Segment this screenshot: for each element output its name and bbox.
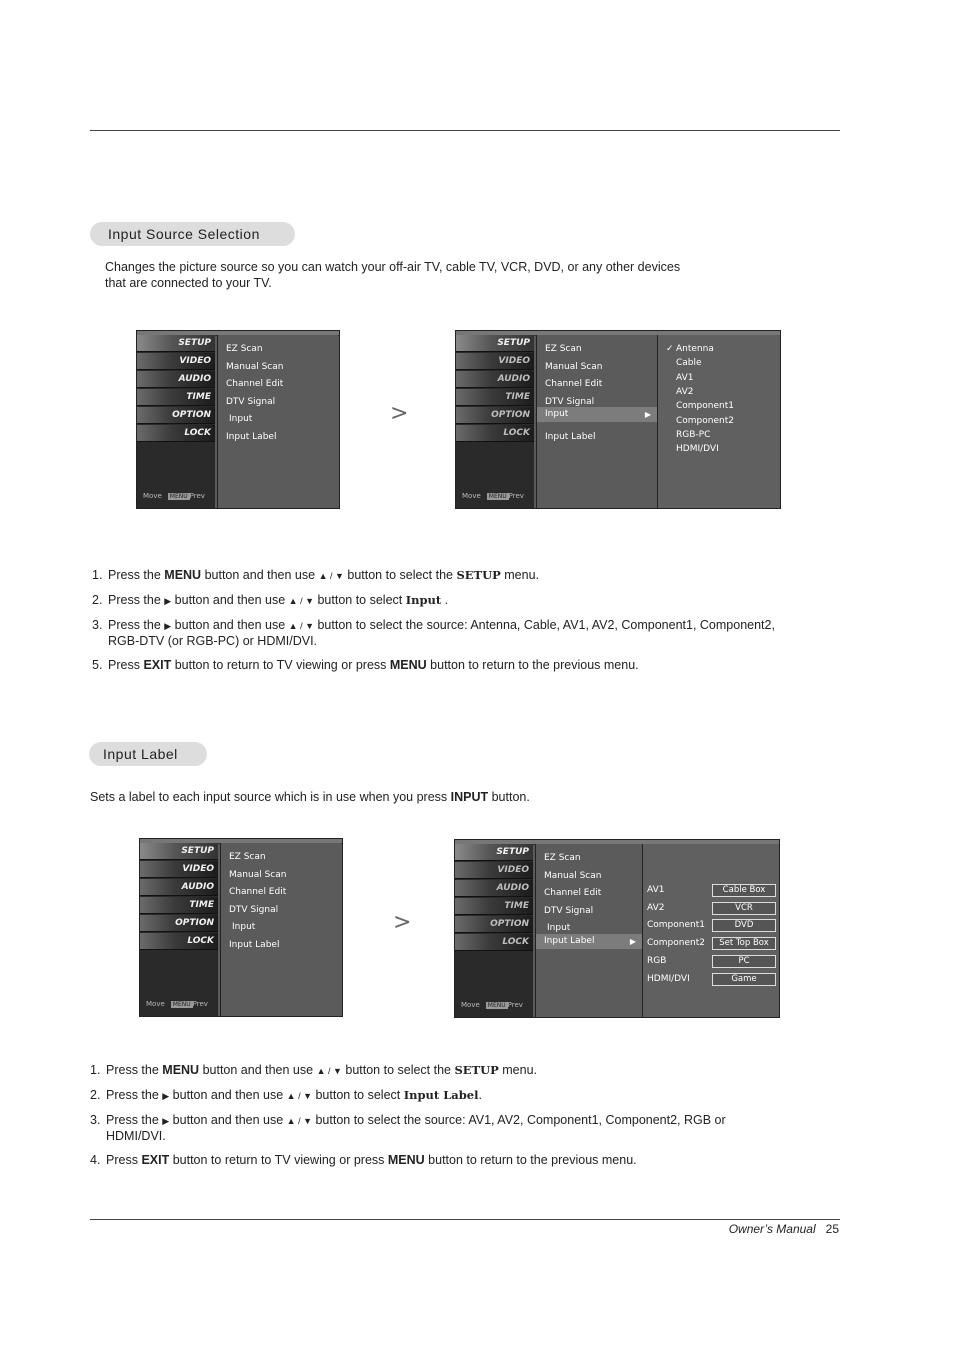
step-text-part: Press the (108, 568, 165, 582)
osd-submenu-panel (657, 335, 780, 508)
osd-label-source: Component2 (647, 938, 705, 949)
step-text-part: button to select the source: AV1, AV2, Component1, Component2, RGB or HDMI/DVI. (106, 1113, 726, 1143)
osd-menu-item-label: Input Label (545, 432, 596, 442)
osd-menu-item-label: Channel Edit (545, 379, 603, 390)
osd-footer-menu: MENU (488, 493, 507, 500)
osd-sidebar-item: SETUP (137, 335, 215, 352)
osd-menu-item-label: Input Label (226, 432, 277, 442)
step-text-part: button to return to TV viewing or press (171, 658, 390, 672)
osd-sidebar-item: OPTION (137, 407, 215, 424)
osd-sidebar-item: TIME (455, 898, 533, 915)
osd-footer-move: Move (461, 1001, 480, 1009)
osd-footer-menu: MENU (487, 1002, 506, 1009)
osd-sidebar-item: VIDEO (137, 353, 215, 370)
osd-menu-item-label: Input (545, 409, 569, 420)
step-text-part: Press the (106, 1113, 163, 1127)
step-text (108, 568, 782, 584)
osd-menu-item-label: Input Label (229, 940, 280, 950)
osd-sidebar-item: OPTION (456, 407, 534, 424)
step-text (106, 1063, 780, 1079)
osd-sidebar-item: SETUP (455, 844, 533, 861)
osd-source-label: AV1 (676, 372, 694, 383)
step-text-part: button and then use (201, 568, 319, 582)
step-number: 1. (90, 1063, 101, 1077)
osd-label-source: AV2 (647, 902, 665, 913)
osd-menu-item (537, 407, 657, 422)
osd-footer-menu: MENU (172, 1001, 191, 1008)
osd-menu-panel (535, 844, 642, 1017)
step-text-part: button to return to TV viewing or press (169, 1153, 388, 1167)
osd-label-value: Cable Box (712, 884, 776, 897)
osd-label-source: RGB (647, 955, 667, 966)
osd-menu-item (226, 344, 263, 354)
osd-sidebar (456, 335, 534, 508)
osd-menu-item (544, 888, 601, 898)
osd-menu-panel (217, 335, 338, 508)
osd-footer-move: Move (143, 492, 162, 500)
section-title-input-label: Input Label (89, 742, 207, 766)
osd-sidebar-item: AUDIO (140, 879, 218, 896)
step-text-part: button and then use (171, 593, 289, 607)
arrow-keys-icon: ▲ / ▼ (316, 1066, 342, 1076)
osd-menu-item-label: DTV Signal (226, 396, 276, 407)
step-text-part: Press the (106, 1063, 163, 1077)
description-line: that are connected to your TV. (105, 276, 272, 290)
arrow-keys-icon: ▲ / ▼ (288, 621, 314, 631)
arrow-keys-icon: ▲ / ▼ (286, 1091, 312, 1101)
submenu-arrow-icon: ▶ (644, 410, 651, 420)
input-key: INPUT (450, 790, 489, 804)
step-number: 3. (90, 1113, 101, 1127)
step-text-part: button to select the (343, 568, 457, 582)
button-name: MENU (387, 1153, 425, 1167)
steps-list (90, 1063, 780, 1177)
osd-sidebar-item: VIDEO (140, 861, 218, 878)
osd-menu-panel (220, 843, 341, 1016)
osd-menu-item (536, 934, 642, 949)
osd-menu-item-label: EZ Scan (544, 853, 581, 863)
osd-menu-item-label: DTV Signal (545, 396, 595, 407)
osd-menu-item-label: DTV Signal (229, 904, 279, 915)
arrow-keys-icon: ▶ (164, 596, 172, 606)
page-footer (729, 1222, 839, 1236)
osd-footer (143, 492, 205, 500)
osd-menu-item-label: Channel Edit (544, 888, 602, 899)
step-text (106, 1113, 780, 1144)
osd-sidebar-item: AUDIO (456, 371, 534, 388)
osd-sidebar-item: LOCK (137, 425, 215, 442)
step-text-part: button and then use (199, 1063, 317, 1077)
step-text-part: . (441, 593, 449, 607)
step-text-part: Press the (108, 593, 165, 607)
step-item (92, 658, 782, 673)
osd-source-item (676, 401, 734, 411)
osd-footer-prev: Prev (189, 492, 205, 500)
step-text (106, 1153, 780, 1168)
osd-source-item (676, 387, 693, 397)
step-text-part: button and then use (169, 1113, 287, 1127)
osd-menu-item (226, 397, 275, 407)
submenu-arrow-icon: ▶ (629, 937, 636, 946)
step-number: 3. (92, 618, 103, 632)
arrow-keys-icon: ▶ (164, 621, 172, 631)
step-text (108, 618, 782, 649)
osd-sidebar-item: LOCK (456, 425, 534, 442)
menu-name: SETUP (454, 1063, 499, 1077)
step-number: 4. (90, 1153, 101, 1167)
osd-sidebar-item: VIDEO (456, 353, 534, 370)
step-text-part: menu. (500, 568, 539, 582)
menu-name: Input Label (403, 1088, 479, 1102)
osd-sidebar-item: TIME (456, 389, 534, 406)
osd-menu-item-label: EZ Scan (545, 344, 582, 354)
osd-footer-move: Move (146, 1000, 165, 1008)
osd-menu-item-label: Manual Scan (544, 870, 602, 881)
osd-sidebar-item: LOCK (455, 934, 533, 951)
osd-footer (462, 492, 524, 500)
step-item (90, 1088, 780, 1104)
osd-menu-item (545, 432, 595, 442)
step-text (108, 593, 782, 609)
step-text-part: menu. (498, 1063, 537, 1077)
osd-menu-item (229, 852, 266, 862)
osd-sidebar-item: VIDEO (455, 862, 533, 879)
osd-menu-item-label: Input (547, 923, 571, 934)
description-line: Changes the picture source so you can watch your off-air TV, cable TV, VCR, DVD, or any other devices (105, 260, 681, 274)
osd-sidebar (455, 844, 533, 1017)
step-text-part: Press (106, 1153, 142, 1167)
step-text-part: button to select the (341, 1063, 455, 1077)
osd-menu-item-label: Channel Edit (229, 887, 287, 898)
osd-menu-item (229, 922, 255, 932)
check-icon: ✓ (666, 344, 674, 354)
osd-submenu-panel (642, 844, 779, 1017)
osd-menu-item (544, 923, 570, 933)
osd-menu-item (226, 379, 283, 389)
step-number: 1. (92, 568, 103, 582)
button-name: MENU (389, 658, 427, 672)
osd-menu-item-label: DTV Signal (544, 905, 594, 916)
osd-source-item (676, 358, 702, 368)
osd-sidebar (137, 335, 215, 508)
osd-menu-item (545, 379, 602, 389)
step-text-part: button to select (312, 1088, 404, 1102)
osd-menu-item (226, 414, 252, 424)
top-rule (90, 130, 840, 131)
step-item (90, 1113, 780, 1144)
osd-sidebar-item: SETUP (140, 843, 218, 860)
osd-label-source: HDMI/DVI (647, 973, 690, 984)
osd-source-label: Cable (676, 358, 702, 369)
section-title-input-source: Input Source Selection (90, 222, 295, 246)
osd-footer-menu: MENU (169, 493, 188, 500)
step-item (90, 1153, 780, 1168)
osd-menu-item (226, 432, 276, 442)
arrow-keys-icon: ▲ / ▼ (318, 571, 344, 581)
osd-source-label: RGB-PC (676, 429, 711, 440)
osd-menu-item (544, 871, 601, 881)
osd-label-value: Set Top Box (712, 937, 776, 950)
osd-footer-prev: Prev (508, 492, 524, 500)
osd-menu-item (229, 887, 286, 897)
step-item (92, 593, 782, 609)
section-description (90, 789, 790, 805)
osd-source-item (676, 416, 734, 426)
osd-footer-prev: Prev (192, 1000, 208, 1008)
osd-menu-item (545, 397, 594, 407)
osd-source-label: Component2 (676, 415, 734, 426)
step-number: 2. (92, 593, 103, 607)
osd-sidebar (140, 843, 218, 1016)
osd-source-item (676, 373, 693, 383)
osd-menu-item-label: Manual Scan (226, 361, 284, 372)
step-text (106, 1088, 780, 1104)
osd-input-menu (455, 330, 781, 509)
step-text-part: Press (108, 658, 144, 672)
osd-menu-panel (536, 335, 657, 508)
step-text-part: button to return to the previous menu. (426, 658, 639, 672)
osd-sidebar-item: TIME (140, 897, 218, 914)
osd-footer (461, 1001, 523, 1009)
osd-menu-item-label: EZ Scan (226, 344, 263, 354)
button-name: MENU (164, 568, 202, 582)
osd-label-value: PC (712, 955, 776, 968)
step-item (92, 568, 782, 584)
step-item (92, 618, 782, 649)
arrow-keys-icon: ▶ (162, 1091, 170, 1101)
osd-footer (146, 1000, 208, 1008)
step-text-part: . (478, 1088, 482, 1102)
menu-name: Input (405, 593, 442, 607)
osd-sidebar-item: OPTION (455, 916, 533, 933)
osd-source-item (676, 444, 719, 454)
button-name: EXIT (143, 658, 172, 672)
step-text-part: Press the (108, 618, 165, 632)
osd-input-label-menu (454, 839, 780, 1018)
osd-sidebar-item: AUDIO (455, 880, 533, 897)
button-name: EXIT (141, 1153, 170, 1167)
osd-menu-item-label: Channel Edit (226, 379, 284, 390)
osd-menu-item-label: Manual Scan (229, 869, 287, 880)
osd-menu-item (544, 853, 581, 863)
step-number: 2. (90, 1088, 101, 1102)
next-arrow-icon: > (390, 401, 409, 426)
osd-source-item (676, 430, 710, 440)
osd-footer-move: Move (462, 492, 481, 500)
osd-menu-item (545, 362, 602, 372)
osd-sidebar-item: SETUP (456, 335, 534, 352)
osd-menu-item (544, 906, 593, 916)
button-name: MENU (162, 1063, 200, 1077)
osd-menu-item (229, 940, 279, 950)
osd-label-source: Component1 (647, 920, 705, 931)
section-description (105, 259, 745, 291)
arrow-keys-icon: ▲ / ▼ (288, 596, 314, 606)
step-text-part: button and then use (171, 618, 289, 632)
osd-menu-item (229, 905, 278, 915)
osd-sidebar-item: AUDIO (137, 371, 215, 388)
bottom-rule (90, 1219, 840, 1220)
arrow-keys-icon: ▲ / ▼ (286, 1116, 312, 1126)
step-text-part: button to select the source: Antenna, Cable, AV1, AV2, Component1, Component2, RGB-DTV (or RGB-PC) or HDMI/DVI. (108, 618, 775, 648)
osd-menu-item-label: Input (229, 414, 253, 425)
arrow-keys-icon: ▶ (162, 1116, 170, 1126)
step-text-part: button and then use (169, 1088, 287, 1102)
step-number: 5. (92, 658, 103, 672)
osd-sidebar-item: LOCK (140, 933, 218, 950)
description-text: Sets a label to each input source which is in use when you press (90, 790, 451, 804)
step-item (90, 1063, 780, 1079)
step-text-part: button to return to the previous menu. (424, 1153, 637, 1167)
footer-text: Owner’s Manual (728, 1222, 816, 1236)
osd-menu-item-label: Input (232, 922, 256, 933)
osd-source-label: HDMI/DVI (676, 444, 719, 455)
osd-source-label: Antenna (676, 344, 714, 354)
osd-menu-item-label: Manual Scan (545, 361, 603, 372)
osd-source-label: AV2 (676, 386, 694, 397)
step-text (108, 658, 782, 673)
step-text-part: button to select (314, 593, 406, 607)
osd-menu-item (226, 362, 283, 372)
page-number: 25 (825, 1222, 839, 1236)
next-arrow-icon: > (393, 910, 412, 935)
osd-footer-prev: Prev (507, 1001, 523, 1009)
osd-source-item (666, 344, 714, 354)
osd-menu-item-label: Input Label (544, 936, 595, 946)
osd-setup-menu (136, 330, 340, 509)
osd-label-source: AV1 (647, 885, 665, 895)
osd-setup-menu (139, 838, 343, 1017)
osd-menu-item-label: EZ Scan (229, 852, 266, 862)
osd-menu-item (229, 870, 286, 880)
osd-source-label: Component1 (676, 401, 734, 412)
osd-label-value: Game (712, 973, 776, 986)
osd-sidebar-item: TIME (137, 389, 215, 406)
osd-label-value: VCR (712, 902, 776, 915)
menu-name: SETUP (456, 568, 501, 582)
step-text-part: Press the (106, 1088, 163, 1102)
osd-sidebar-item: OPTION (140, 915, 218, 932)
steps-list (92, 568, 782, 682)
osd-menu-item (545, 344, 582, 354)
osd-label-value: DVD (712, 919, 776, 932)
description-text: button. (488, 790, 530, 804)
